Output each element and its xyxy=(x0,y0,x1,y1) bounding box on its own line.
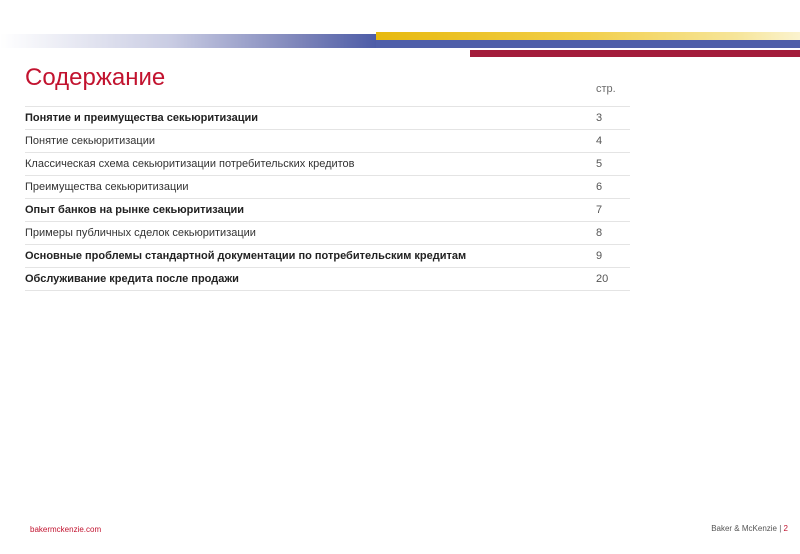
page-column-label: стр. xyxy=(596,83,616,95)
footer-separator: | xyxy=(779,524,782,533)
toc-row[interactable] xyxy=(25,106,630,130)
toc-item-title: Опыт банков на рынке секьюритизации xyxy=(25,204,245,216)
toc-item-page: 3 xyxy=(596,112,603,124)
toc-row[interactable] xyxy=(25,153,630,176)
toc-item-page: 5 xyxy=(596,158,603,170)
toc-item-title: Преимущества секьюритизации xyxy=(25,181,189,193)
toc-row[interactable] xyxy=(25,199,630,222)
toc-item-page: 7 xyxy=(596,204,603,216)
toc-item-page: 4 xyxy=(596,135,603,147)
toc-row[interactable] xyxy=(25,245,630,268)
toc-item-title: Понятие и преимущества секьюритизации xyxy=(25,112,258,124)
toc-item-title: Классическая схема секьюритизации потребительских кредитов xyxy=(25,158,355,170)
toc-row[interactable] xyxy=(25,176,630,199)
toc-item-title: Примеры публичных сделок секьюритизации xyxy=(25,227,256,239)
toc-item-title: Основные проблемы стандартной документации по потребительским кредитам xyxy=(25,250,467,262)
toc-item-page: 9 xyxy=(596,250,603,262)
footer-credit xyxy=(711,524,788,533)
toc-item-page: 20 xyxy=(596,273,609,285)
header-gradient-bar xyxy=(0,34,380,48)
page-title: Содержание xyxy=(25,64,166,92)
footer-website-link[interactable]: bakermckenzie.com xyxy=(30,525,102,534)
toc-item-title: Понятие секьюритизации xyxy=(25,135,156,147)
footer-company: Baker & McKenzie xyxy=(711,524,777,533)
footer-page-number: 2 xyxy=(783,524,788,533)
toc-item-page: 8 xyxy=(596,227,603,239)
toc-row[interactable] xyxy=(25,222,630,245)
header-yellow-bar xyxy=(376,32,800,40)
header-blue-bar xyxy=(376,40,800,48)
toc-item-title: Обслуживание кредита после продажи xyxy=(25,273,239,285)
toc-row[interactable] xyxy=(25,268,630,291)
table-of-contents xyxy=(25,106,630,291)
toc-row[interactable] xyxy=(25,130,630,153)
header-red-bar xyxy=(470,50,800,57)
toc-item-page: 6 xyxy=(596,181,603,193)
